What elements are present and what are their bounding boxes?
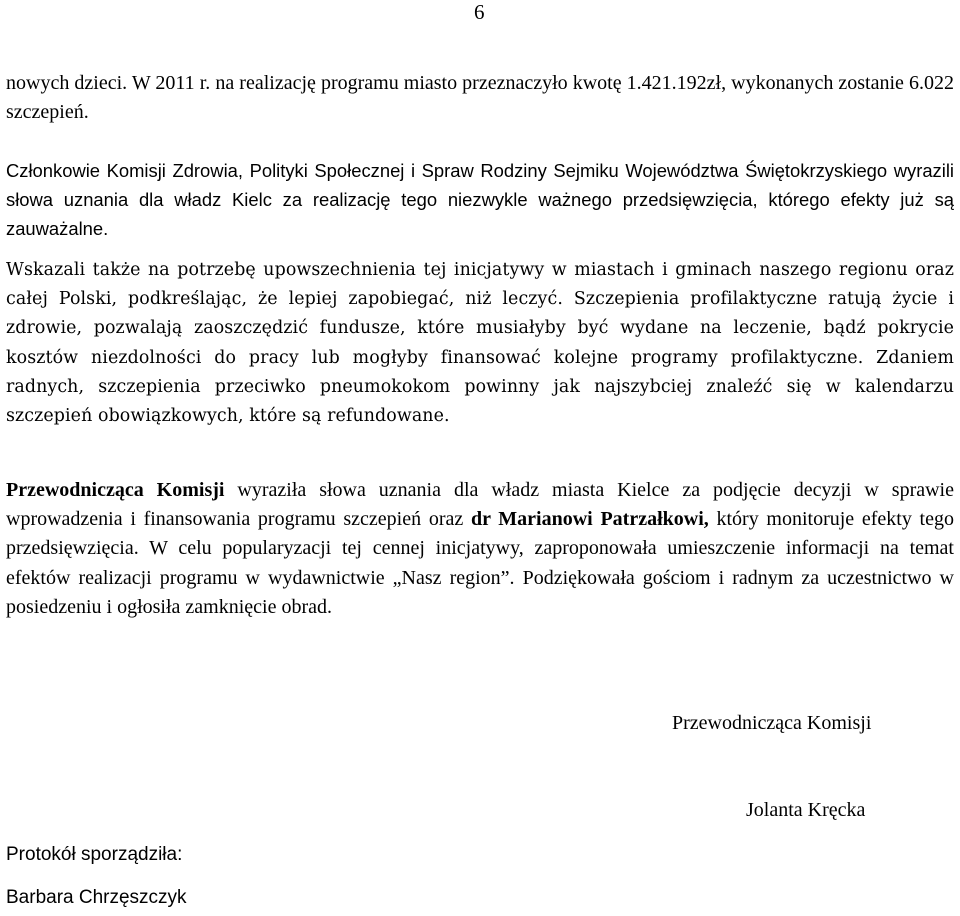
chair-text-a: wyraziła słowa uznania dla władz miasta Kielce za podjęcie decyzji w sprawie wprowadzenia i finansowania programu szczepień oraz xyxy=(6,479,954,531)
paragraph-funding: nowych dzieci. W 2011 r. na realizację programu miasto przeznaczyło kwotę 1.421.192zł, wykonanych zostanie 6.022 szczepień. xyxy=(6,72,954,124)
paragraph-chair-closing xyxy=(6,476,954,622)
chair-title: Przewodnicząca Komisji xyxy=(672,712,872,734)
paragraph-recommendations: Wskazali także na potrzebę upowszechnienia tej inicjatywy w miastach i gminach naszego regionu oraz całej Polski, podkreślając, że lepiej zapobiegać, niż leczyć. Szczepienia profilaktyczne ratują życie i zdrowie, pozwalają zaoszczędzić fundusze, które musiałyby być wydane na leczenie, bądź pokrycie kosztów niezdolności do pracy lub mogłyby finansować kolejne programy profilaktyczne. Zdaniem radnych, szczepienia przeciwko pneumokokom powinny jak najszybciej znaleźć się w kalendarzu szczepień obowiązkowych, które są refundowane. xyxy=(6,260,954,427)
paragraph-commission-praise: Członkowie Komisji Zdrowia, Polityki Społecznej i Spraw Rodziny Sejmiku Województwa Świętokrzyskiego wyrazili słowa uznania dla władz Kielc za realizację tego niezwykle ważnego przedsięwzięcia, którego efekty już są zauważalne. xyxy=(6,160,954,240)
doctor-name-bold: dr Marianowi Patrzałkowi, xyxy=(470,508,709,531)
chair-name: Jolanta Kręcka xyxy=(746,799,866,821)
page-number: 6 xyxy=(474,0,485,24)
chair-lead-bold: Przewodnicząca Komisji xyxy=(6,479,225,501)
protocol-author-name: Barbara Chrzęszczyk xyxy=(6,887,187,908)
protocol-label: Protokół sporządziła: xyxy=(6,844,183,865)
chair-text-b: który monitoruje efekty tego przedsięwzięcia. W celu popularyzacji tej cennej inicjatywy, zaproponowała umieszczenie informacji na temat efektów realizacji programu w wydawnictwie „Nasz region”. Podziękowała gościom i radnym za uczestnictwo w posiedzeniu i ogłosiła zamknięcie obrad. xyxy=(6,508,954,618)
